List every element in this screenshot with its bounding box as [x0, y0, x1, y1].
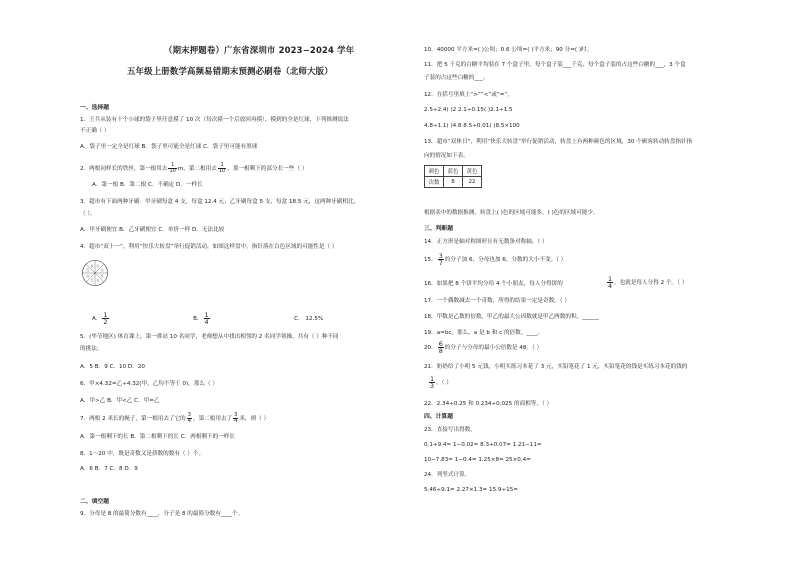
line-q13b: 向的情况如下表。	[424, 153, 469, 159]
line-q1o: A．袋子里一定全是红球 B．袋子里可能全是红球 C．袋子里可能有黑球	[80, 144, 258, 150]
wheel-sector-label: 红	[86, 268, 90, 273]
line-q23a: 0.1+9.4= 1−0.02= 8.3+0.07= 1.21−11=	[424, 442, 542, 448]
fraction: $\frac{3}{7}$	[438, 252, 443, 267]
fraction: $\frac{3}{4}$	[187, 412, 191, 424]
wheel-sector-label: 白	[96, 278, 100, 283]
line-s4: 四、计算题	[424, 414, 453, 420]
table-header: 颜色	[425, 166, 444, 177]
fraction-quarter: $\frac{1}{4}$	[204, 311, 209, 326]
fraction-half: $\frac{1}{2}$	[103, 311, 108, 326]
line-q5o: A．5 B．9 C．10 D．20	[80, 364, 145, 370]
fraction: $\frac{1}{3}$	[430, 375, 435, 390]
fraction: $\frac{1}{10}$	[218, 162, 226, 174]
line-q11b: 子装的占这些白糖的___。	[424, 75, 489, 81]
table-cell: 次数	[425, 177, 444, 188]
line-s3: 三、判断题	[424, 226, 453, 232]
line-q3o: A．甲牙刷便宜 B．乙牙刷便宜 C．单价一样 D．无法比较	[80, 227, 225, 233]
line-q4a: 4．超市“双十一”，利用“快乐大转盘”举行促销活动，如图这样盘中，指针落在白色区域的可能性是（ ）	[80, 244, 338, 250]
wheel-sector-label: 红	[90, 278, 94, 283]
line-q23b: 10−7.83= 1−0.4= 1.25×8= 25×0.4=	[424, 457, 531, 463]
fraction: $\frac{1}{4}$	[608, 275, 613, 290]
wheel-sector-label: 红	[96, 263, 100, 268]
question-4-options: A． $\frac{1}{2}$ B． $\frac{1}{4}$ C． 12.5%	[92, 311, 324, 326]
line-q1b: 不正确（ ）	[80, 128, 110, 134]
question-15: 15． $\frac{3}{7}$ 的分子加 6，分母也加 6，分数的大小不变。（ ）	[424, 252, 567, 267]
wheel-sector-label: 白	[86, 273, 90, 278]
line-q21a: 21．奶奶给了小明 5 元钱，小明买练习本花了 3 元，买铅笔花了 1 元，买铅笔花的钱是买练习本花的钱的	[424, 364, 688, 370]
line-q12a: 2.5÷2.4( )2 2.1÷0.15( )2.1÷1.5	[424, 107, 513, 113]
line-q11a: 11．把 5 千克的白糖平均装在 7 个盒子里，每个盒子装___千克，每个盒子装的占这些白糖的___，3 个盒	[424, 62, 686, 68]
line-q13c: 根据表中的数据推测，转盘上( )色的区域可能多，( )色的区域可能少。	[424, 210, 599, 216]
table-header: 蓝色	[444, 166, 463, 177]
table-cell: 8	[444, 177, 463, 188]
line-q7o: A．第一根剩下的长 B．第二根剩下的长 C．两根剩下的一样长	[80, 434, 235, 440]
line-q3a: 3．超市有下面两种牙刷：甲牙刷每盒 4 支，每盒 12.4 元；乙牙刷每盒 5 支，每盒 18.5 元，这两种牙刷相比，	[80, 199, 360, 205]
line-q16: 16．如果把 8 个饼平均分给 4 个小朋友，每人分得饼的	[424, 281, 563, 287]
wheel-sector-label: 白	[90, 263, 94, 268]
wheel-sector-label: 红	[100, 273, 104, 278]
fraction: $\frac{3}{4}$	[234, 412, 238, 424]
exam-title-line2: 五年级上册数学高频易错期末预测必刷卷（北师大版）	[127, 66, 333, 76]
line-q24: 24．列竖式计算。	[424, 472, 471, 478]
table-cell: 22	[463, 177, 482, 188]
prize-wheel	[81, 259, 109, 287]
exam-title-line1: （期末押题卷）广东省深圳市 2023−2024 学年	[164, 45, 355, 55]
table-header: 黄色	[463, 166, 482, 177]
question-20: 20． $\frac{6}{8}$ 的分子与分母的最小公倍数是 48。（ ）	[424, 340, 543, 355]
question-2-options: A．第一根 B．第二根 C．不确定 D．一样长	[92, 182, 203, 188]
question-21-tail: $\frac{1}{3}$ 。（ ）	[430, 375, 452, 390]
line-q8o: A．6 B．7 C．8 D．9	[80, 466, 138, 472]
spin-result-table	[424, 165, 482, 188]
line-q14: 14．正方形是轴对称图形且有无数条对称轴。（ ）	[424, 239, 548, 245]
line-q5b: 的挑法。	[80, 346, 103, 352]
line-s2: 二、填空题	[80, 499, 109, 505]
line-q12: 12．在括号里填上“>”“<”或“=”。	[424, 92, 513, 98]
line-s1: 一、选择题	[80, 105, 109, 111]
line-q9: 9．分母是 8 的最简分数有____，分子是 8 的最简分数有____个。	[80, 511, 244, 517]
line-q5a: 5．(毕节地区) 体育课上，第一排站 10 名同学，老师想从中找出相邻的 2 名同学领操，共有（ ）种不同	[80, 334, 339, 340]
question-16-tail: $\frac{1}{4}$ ，也就是每人分得 2 个。（ ）	[608, 275, 688, 290]
line-q22: 22．2.34÷0.25 和 0.234÷0.025 的商相等。（ ）	[424, 401, 553, 407]
line-q13a: 13．超市“双休日”，利用“快乐大转盘”举行促销活动，转盘上有两种颜色的区域，30 个顾客转动转盘指针指	[424, 139, 693, 145]
line-q6o: A．甲>乙 B．甲<乙 C．甲=乙	[80, 398, 160, 404]
fraction: $\frac{1}{10}$	[169, 162, 176, 174]
line-q6a: 6．甲×4.32=乙÷4.32(甲，乙均不等于 0)，那么（ ）	[80, 381, 218, 387]
line-q23: 23．直接写出得数。	[424, 427, 476, 433]
fraction: $\frac{6}{8}$	[438, 340, 443, 355]
line-q3b: （ ）。	[80, 211, 96, 217]
line-q10: 10．40000 平方米=( )公顷；0.6 公顷=( )平方米；90 分=( )时。	[424, 47, 593, 53]
wheel-sector-label: 白	[100, 268, 104, 273]
line-q24a: 5.46÷9.1= 2.27×1.3= 15.9÷15=	[424, 487, 518, 493]
question-2: 2．两根同样长的铁丝，第一根用去 $\frac{1}{10}$ m，第二根用去 $\frac{1}{10}$ ，那一根剩下的部分长一些（ ）	[80, 162, 308, 174]
question-7: 7．两根 2 米长的绳子，第一根用去了它的 $\frac{3}{4}$ ，第二根用去了 $\frac{3}{4}$ 米，则（ ）	[80, 412, 270, 424]
line-q17: 17．一个偶数减去一个奇数，所得的结果一定是奇数。（ ）	[424, 298, 570, 304]
line-q19: 19．a=bc，那么，a 是 b 和 c 的倍数。____。	[424, 330, 544, 336]
line-q18: 18．甲数是乙数的倍数，甲乙的最大公因数就是甲乙两数的积。______	[424, 314, 599, 320]
line-q8a: 8．1～20 中，既是奇数又是质数的数有（ ）个。	[80, 451, 205, 457]
line-q12b: 4.8÷1.1( )4.8 8.5÷0.01( )8.5×100	[424, 123, 520, 129]
line-q1a: 1．王兵从装有十个小球的袋子里任意摸了 10 次（每次摸一个后放回再摸），摸到的全是红球，下列推测说法	[80, 117, 349, 123]
